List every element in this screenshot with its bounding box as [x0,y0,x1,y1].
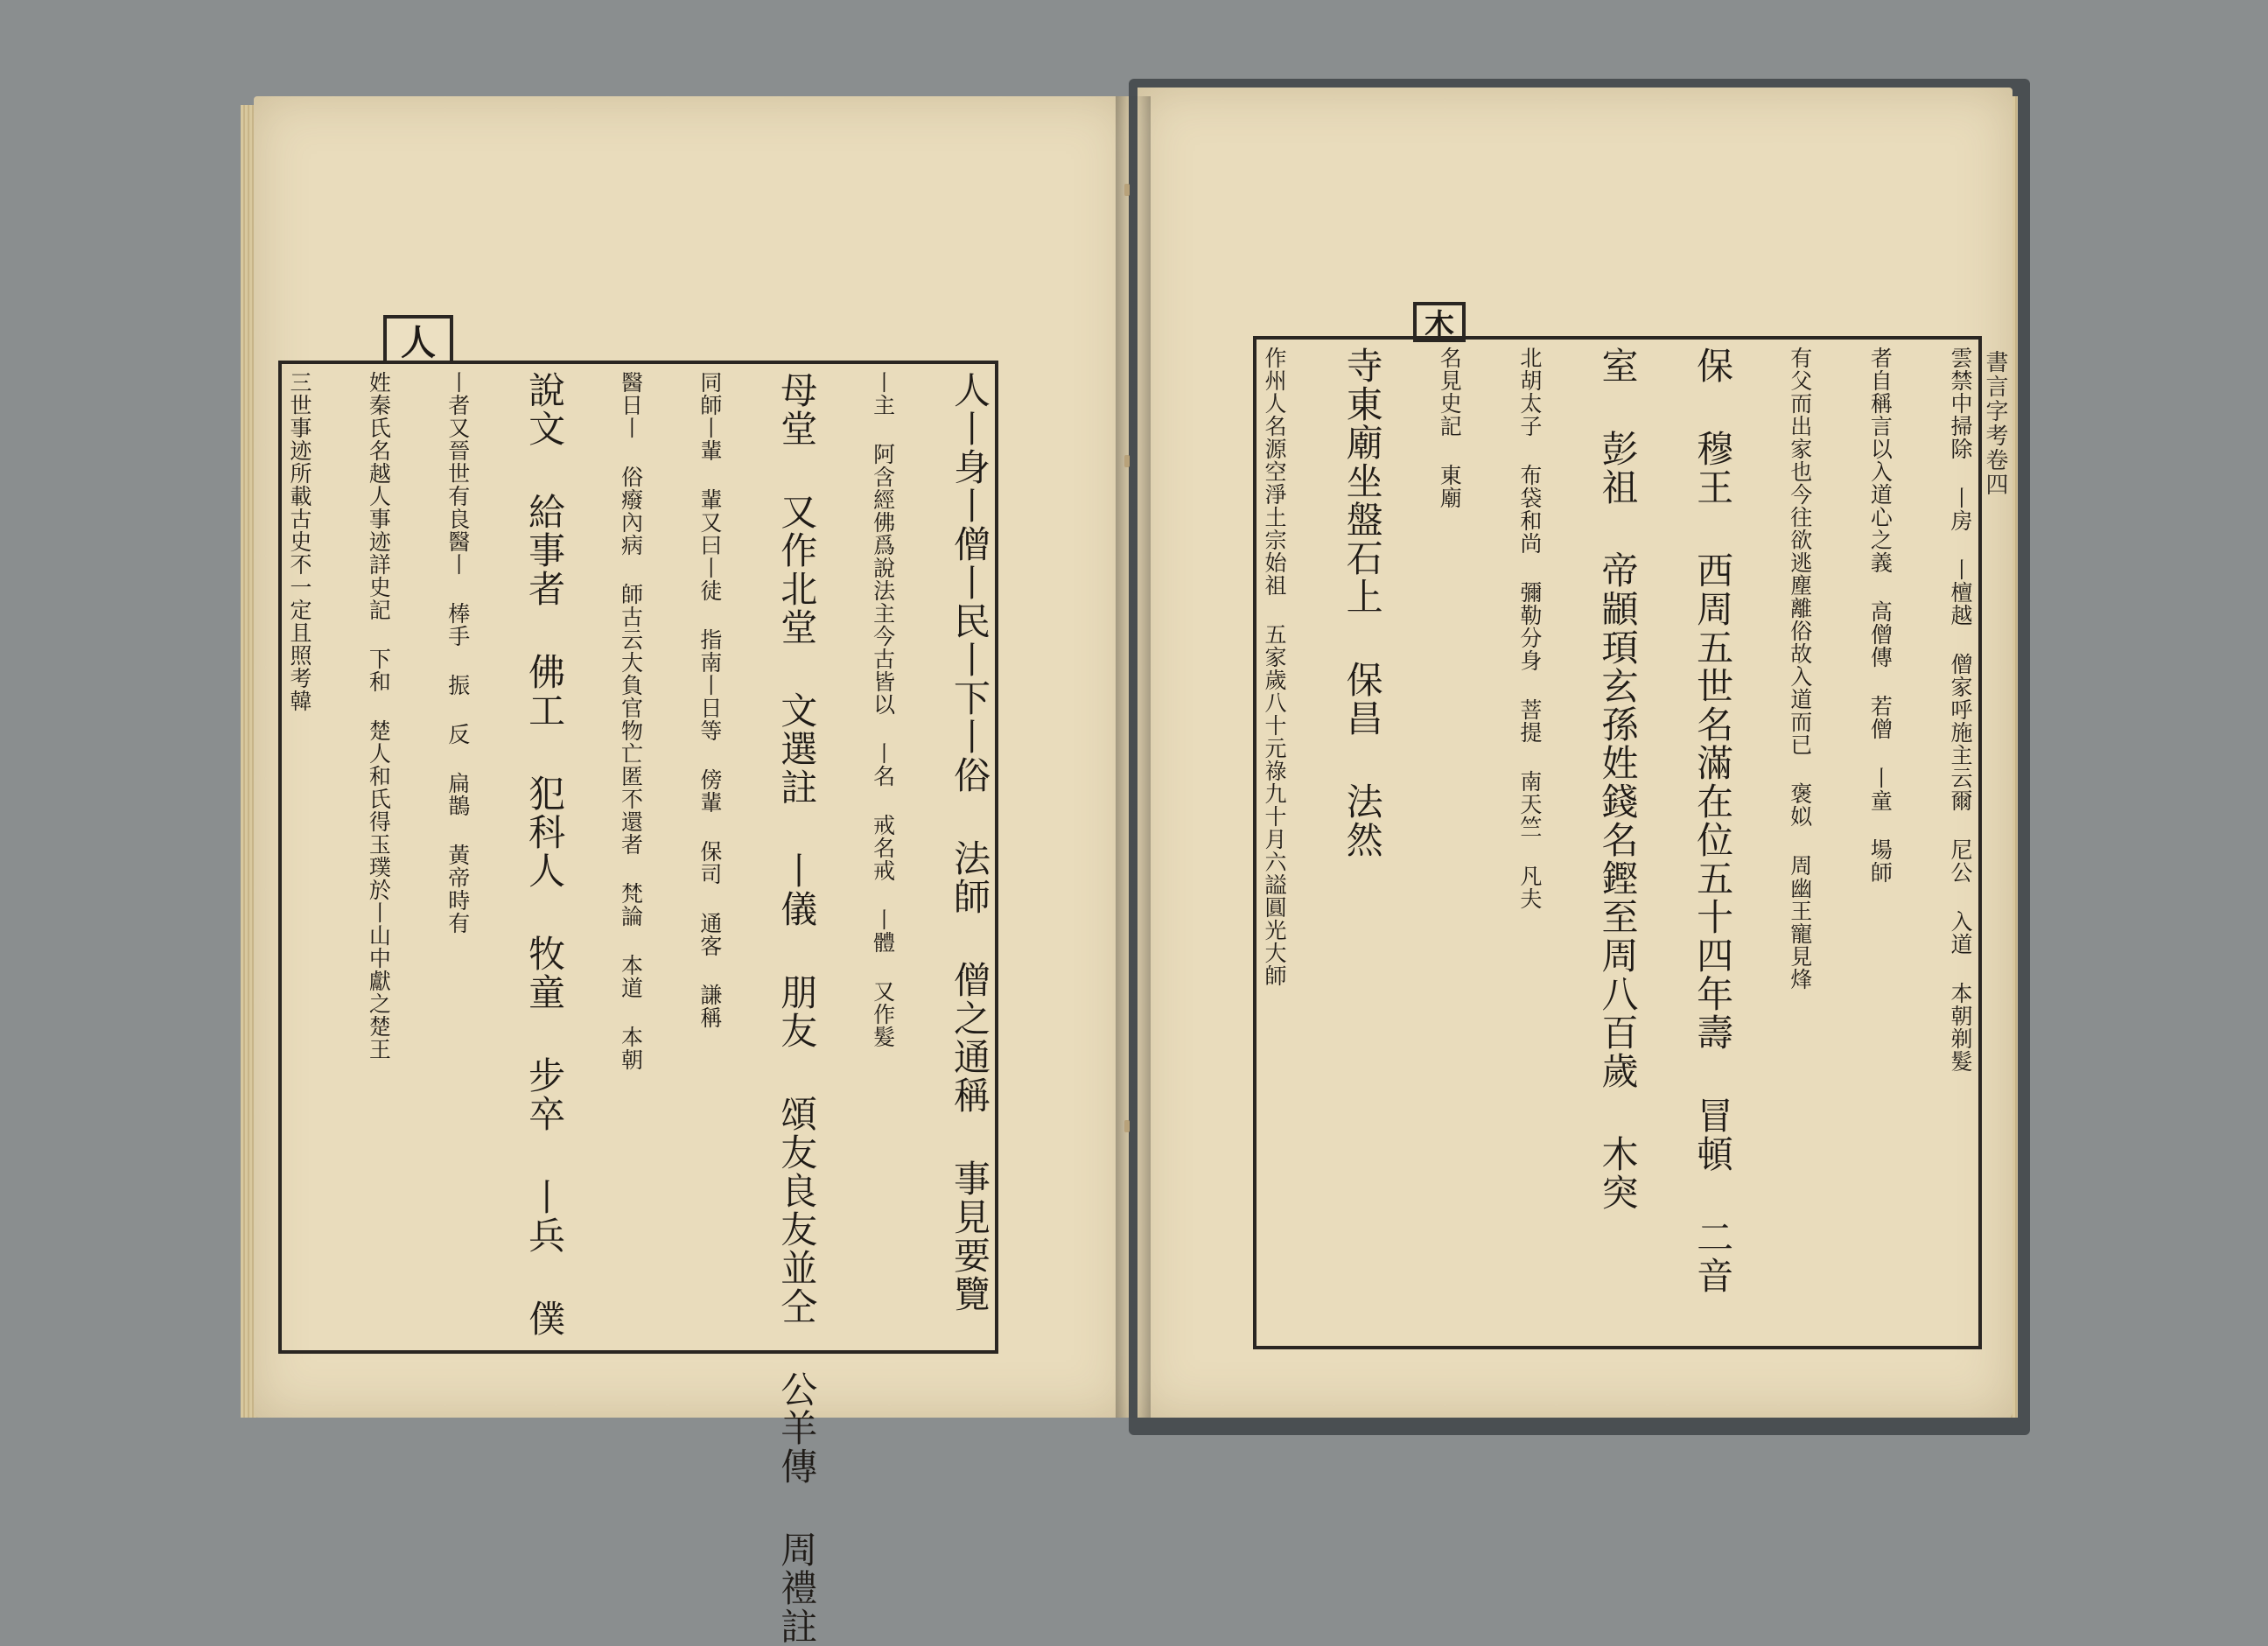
right-page-tab: 木 [1413,302,1466,342]
text-column: 有父而出家也今往欲逃塵離俗故入道而已 褒姒 周幽王寵見烽 [1787,347,1813,991]
text-column: 作州人名源空淨土宗始祖 五家歲八十元祿九十月六謚圓光大師 [1262,347,1287,987]
binding-stitch [1124,1120,1130,1132]
right-text-columns [1264,347,1971,1339]
text-column: 保 穆王 西周五世名滿在位五十四年壽 冒頓 二音 [1691,347,1735,1295]
text-column: 丨主 阿含經佛爲說法主今古皆以 丨名 戒名戒 丨體 又作髮 [870,371,896,1048]
text-column: 說文 給事者 佛工 犯科人 牧童 步卒 丨兵 僕 [523,371,567,1338]
left-text-columns [287,371,991,1646]
text-column: 北胡太子 布袋和尚 彌勒分身 菩提 南天竺 凡夫 [1516,347,1543,910]
text-column: 三世事迹所載古史不一定且照考韓 [287,371,312,712]
text-column: 醫日丨 俗癈內病 師古云大負官物亡匿不還者 梵論 本道 本朝 [618,371,644,1071]
right-text-frame [1253,336,1982,1349]
text-column: 同師丨輩 輩又曰丨徒 指南丨日等 傍輩 保司 通客 謙稱 [696,371,723,1029]
binding-stitch [1124,184,1130,196]
text-column: 雲禁中掃除 丨房 丨檀越 僧家呼施主云爾 尼公 入道 本朝剃髮 [1948,347,1973,1073]
text-column: 母堂 又作北堂 文選註 丨儀 朋友 頌友良友並仝 公羊傳 周禮註 [775,371,819,1646]
book-gutter [1116,96,1151,1418]
text-column: 丨者又晉世有良醫丨 棒手 振 反 扁鵲 黃帝時有 [444,371,471,935]
text-column: 室 彭祖 帝顓頊玄孫姓錢名鏗至周八百歲 木突 [1596,347,1640,1212]
left-page-tab: 人 [383,315,453,364]
text-column: 寺東廟坐盤石上 保昌 法然 [1340,347,1384,859]
binding-stitch [1124,455,1130,467]
left-text-frame [278,361,998,1646]
text-column: 姓秦氏名越人事迹詳史記 下和 楚人和氏得玉璞於丨山中獻之楚王 [366,371,392,1061]
text-column: 者自稱言以入道心之義 高僧傳 若僧 丨童 場師 [1867,347,1894,884]
text-column: 人丨身丨僧丨民丨下丨俗 法師 僧之通稱 事見要覽 [948,371,991,1313]
text-column: 名見史記 東廟 [1437,347,1463,509]
volume-side-title: 書言字考卷四 [1982,350,2008,497]
